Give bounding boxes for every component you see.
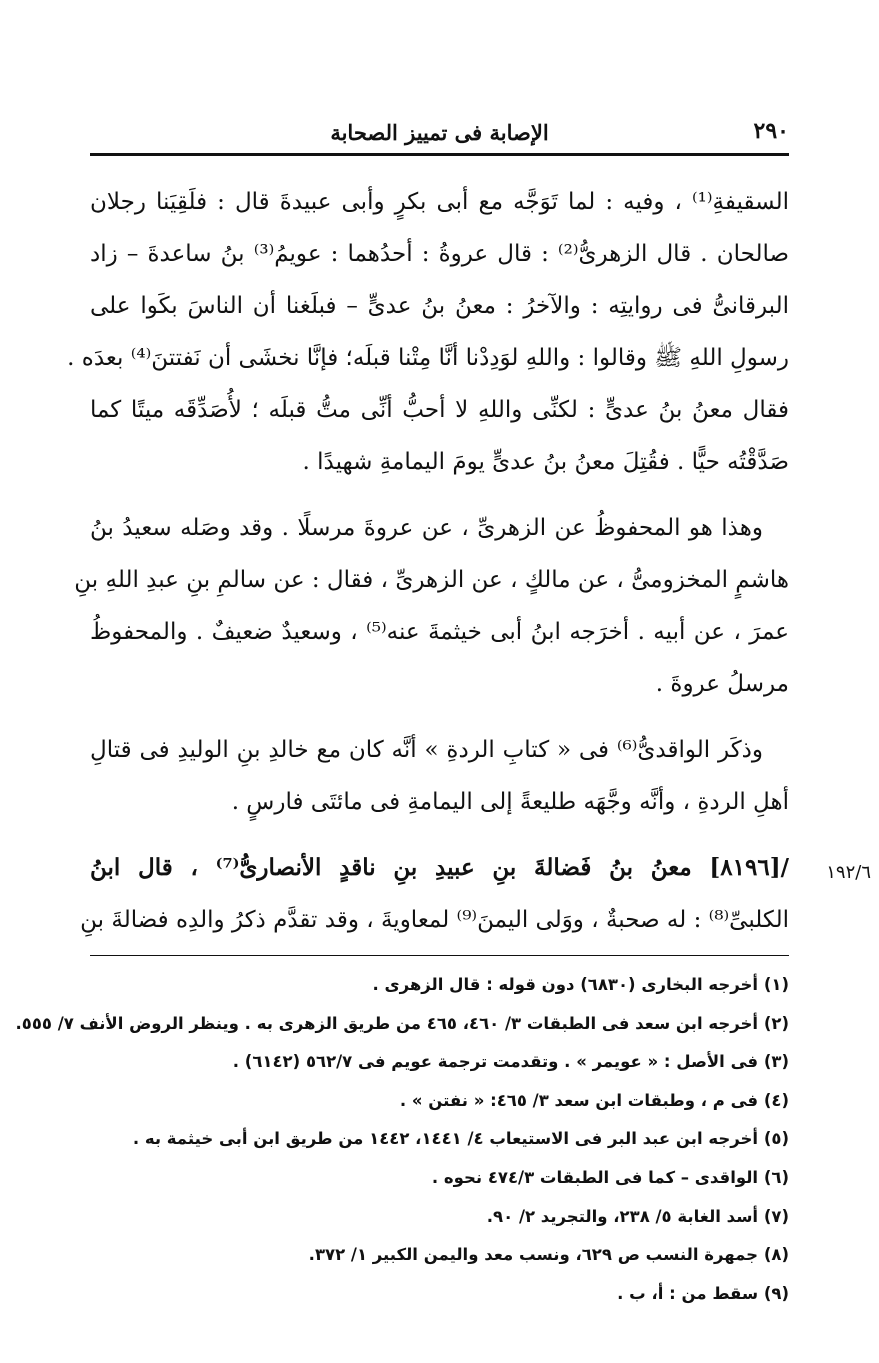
footnote: (٨) جمهرة النسب ص ٦٢٩، ونسب معد واليمن الكبير ١/ ٣٧٢. [308,1245,789,1265]
text-line: صَدَّقْتُه حيًّا . فقُتِلَ معنُ بنُ عدىٍّ يومَ اليمامةِ شهيدًا . [302,449,789,475]
footnote: (٢) أخرجه ابن سعد فى الطبقات ٣/ ٤٦٠، ٤٦٥ من طريق الزهرى به . وينظر الروض الأنف ٧/ ٥٥٥. [15,1013,789,1033]
text-line: الكلبىِّ⁽⁸⁾ : له صحبةٌ ، ووَلى اليمنَ⁽⁹⁾ لمعاويةَ ، وقد تقدَّم ذكرُ والدِه فضالةَ بنِ [80,907,789,933]
main-text [67,176,790,946]
page-number: ٢٩٠ [753,118,789,144]
text-line: وهذا هو المحفوظُ عن الزهرىِّ ، عن عروةَ مرسلًا . وقد وصَله سعيدُ بنُ [90,515,763,541]
text-line: رسولِ اللهِ ﷺ وقالوا : واللهِ لوَدِدْنا أنَّا مِتْنا قبلَه؛ فإنَّا نخشَى أن نَفتتنَ⁽⁴⁾ بعدَه . [67,345,789,371]
text-line: أهلِ الردةِ ، وأنَّه وجَّهَه طليعةً إلى اليمامةِ فى مائتَى فارسٍ . [231,789,789,815]
text-line: عمرَ ، عن أبيه . أخرَجه ابنُ أبى خيثمةَ عنه⁽⁵⁾ ، وسعيدٌ ضعيفٌ . والمحفوظُ [90,619,789,645]
text-line: صالحان . قال الزهرىُّ⁽²⁾ : قال عروةُ : أحدُهما : عويمُ⁽³⁾ بنُ ساعدةَ – زاد [90,241,790,267]
header-divider [90,153,789,156]
page-header [90,118,789,148]
footnote: (٧) أسد الغابة ٥/ ٢٣٨، والتجريد ٢/ ٩٠. [486,1206,789,1226]
text-line: مرسلُ عروةَ . [655,671,789,697]
footnote: (٣) فى الأصل : « عويمر » . وتقدمت ترجمة عويم فى ٥٦٢/٧ (٦١٤٢) . [232,1052,789,1072]
text-line: فقال معنُ بنُ عدىٍّ : لكنِّى واللهِ لا أحبُّ أنِّى متُّ قبلَه ؛ لأُصَدِّقَه ميتًا كما [90,397,789,423]
text-line: هاشمٍ المخزومىُّ ، عن مالكٍ ، عن الزهرىِّ ، فقال : عن سالمِ بنِ عبدِ اللهِ بنِ [74,567,789,593]
running-title: الإصابة فى تمييز الصحابة [330,120,549,145]
footnote: (٩) سقط من : أ، ب . [617,1283,789,1303]
footnote: (٥) أخرجه ابن عبد البر فى الاستيعاب ٤/ ١٤٤١، ١٤٤٢ من طريق ابن أبى خيثمة به . [132,1129,789,1149]
margin-reference: ١٩٢/٦ [826,862,871,883]
footnote: (٦) الواقدى – كما فى الطبقات ٤٧٤/٣ نحوه . [431,1167,789,1187]
text-line: وذكَر الواقدىُّ⁽⁶⁾ فى « كتابِ الردةِ » أنَّه كان مع خالدِ بنِ الوليدِ فى قتالِ [90,737,763,763]
footnote: (١) أخرجه البخارى (٦٨٣٠) دون قوله : قال الزهرى . [372,975,789,994]
entry-heading-line: /[٨١٩٦] معنُ بنُ فَضالةَ بنِ عبيدِ بنِ ناقدٍ الأنصارىُّ⁽⁷⁾ ، قال ابنُ [90,854,789,881]
footnotes [15,966,789,1313]
footnote-divider [90,955,789,956]
text-line: السقيفةِ⁽¹⁾ ، وفيه : لما تَوَجَّه مع أبى بكرٍ وأبى عبيدةَ قال : فلَقِيَنا رجلان [90,189,789,215]
text-line: البرقانىُّ فى روايتِه : والآخرُ : معنُ بنُ عدىٍّ – فبلَغنا أن الناسَ بكَوا على [90,293,789,319]
footnote: (٤) فى م ، وطبقات ابن سعد ٣/ ٤٦٥: « نفتن » . [399,1090,789,1110]
